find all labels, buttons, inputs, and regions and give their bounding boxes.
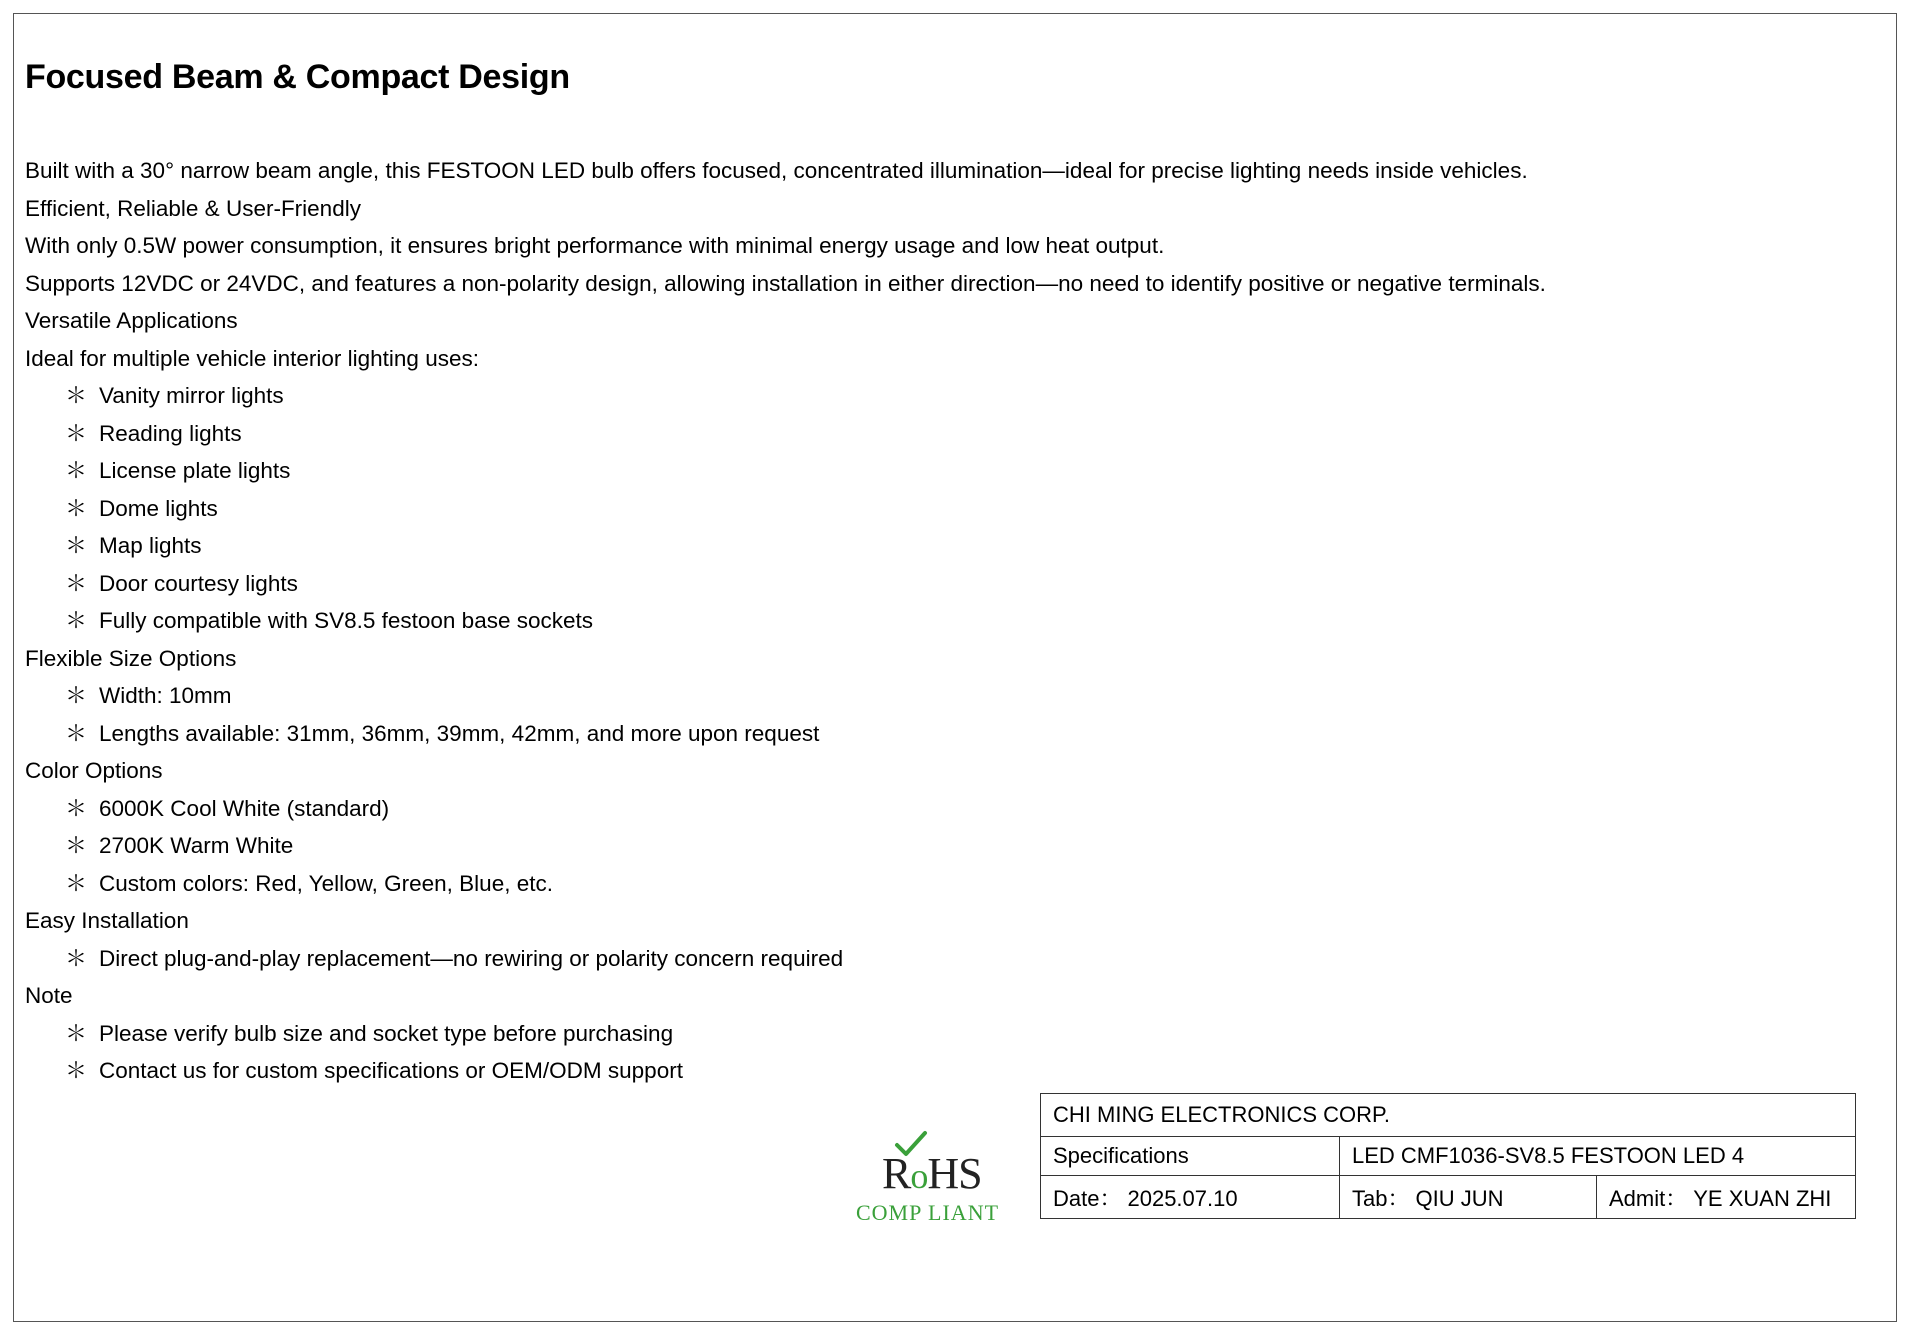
- date-value: 2025.07.10: [1127, 1185, 1238, 1211]
- list-item-text: Width: 10mm: [99, 683, 232, 708]
- section-heading-sizes: Flexible Size Options: [25, 645, 237, 671]
- list-item-text: Direct plug-and-play replacement—no rewiring or polarity concern required: [99, 945, 844, 971]
- date-cell: [1041, 1176, 1340, 1219]
- list-item-text: License plate lights: [99, 458, 291, 483]
- rohs-mark: RoHS: [882, 1149, 982, 1198]
- company-name: CHI MING ELECTRONICS CORP.: [1041, 1094, 1856, 1137]
- list-item-text: 6000K Cool White (standard): [99, 795, 390, 821]
- list-item: [25, 865, 1805, 903]
- rohs-compliant-text: COMP LIANT: [856, 1200, 1000, 1225]
- list-item: [25, 790, 1805, 828]
- list-item: [25, 715, 1805, 753]
- section-heading-versatile: Versatile Applications: [25, 308, 238, 333]
- list-item-text: Please verify bulb size and socket type before purchasing: [99, 1020, 674, 1046]
- tab-cell: [1340, 1176, 1597, 1219]
- versatile-intro: Ideal for multiple vehicle interior lighting uses:: [25, 345, 479, 371]
- list-item: [25, 827, 1805, 865]
- list-item: [25, 415, 1805, 453]
- section-heading-efficient: Efficient, Reliable & User-Friendly: [25, 195, 361, 221]
- bullet-star-icon: ＊: [65, 795, 88, 821]
- bullet-star-icon: ＊: [65, 495, 88, 521]
- bullet-star-icon: ＊: [65, 833, 88, 858]
- list-item-text: 2700K Warm White: [99, 833, 294, 858]
- bullet-star-icon: ＊: [65, 570, 88, 596]
- document-body: [25, 152, 1805, 1090]
- list-item: [25, 1052, 1805, 1090]
- list-item: [25, 452, 1805, 490]
- spec-title-block: [1040, 1093, 1856, 1219]
- spec-value: LED CMF1036-SV8.5 FESTOON LED 4: [1340, 1137, 1856, 1176]
- list-item-text: Dome lights: [99, 495, 218, 521]
- bullet-star-icon: ＊: [65, 945, 88, 971]
- bullet-star-icon: ＊: [65, 458, 88, 483]
- admit-label: Admit：: [1609, 1185, 1688, 1211]
- list-item: [25, 1015, 1805, 1053]
- list-item: [25, 602, 1805, 640]
- rohs-compliant-logo: [850, 1130, 1000, 1230]
- section-heading-colors: Color Options: [25, 758, 163, 783]
- bullet-star-icon: ＊: [65, 383, 88, 408]
- list-item: [25, 565, 1805, 603]
- list-item-text: Door courtesy lights: [99, 570, 298, 596]
- list-item: [25, 527, 1805, 565]
- list-item: [25, 940, 1805, 978]
- list-item-text: Fully compatible with SV8.5 festoon base sockets: [99, 608, 594, 633]
- date-label: Date：: [1053, 1185, 1122, 1211]
- bullet-star-icon: ＊: [65, 608, 88, 633]
- admit-cell: [1597, 1176, 1856, 1219]
- bullet-star-icon: ＊: [65, 533, 88, 558]
- bullet-star-icon: ＊: [65, 683, 88, 708]
- list-item: [25, 490, 1805, 528]
- bullet-star-icon: ＊: [65, 1020, 88, 1046]
- bullet-star-icon: ＊: [65, 420, 88, 446]
- list-item: [25, 377, 1805, 415]
- list-item-text: Custom colors: Red, Yellow, Green, Blue, etc.: [99, 870, 553, 896]
- list-item-text: Vanity mirror lights: [99, 383, 284, 408]
- efficient-line-1: With only 0.5W power consumption, it ensures bright performance with minimal energy usage and low heat output.: [25, 233, 1165, 258]
- bullet-star-icon: ＊: [65, 1058, 88, 1083]
- tab-label: Tab：: [1352, 1185, 1410, 1211]
- efficient-line-2: Supports 12VDC or 24VDC, and features a non-polarity design, allowing installation in either direction—no need to identify positive or negative terminals.: [25, 270, 1546, 296]
- spec-label: Specifications: [1041, 1137, 1340, 1176]
- section-heading-note: Note: [25, 983, 73, 1008]
- list-item-text: Map lights: [99, 533, 202, 558]
- bullet-star-icon: ＊: [65, 720, 88, 746]
- list-item-text: Contact us for custom specifications or OEM/ODM support: [99, 1058, 683, 1083]
- bullet-star-icon: ＊: [65, 870, 88, 896]
- page-title: Focused Beam & Compact Design: [25, 58, 570, 96]
- admit-value: YE XUAN ZHI: [1693, 1185, 1832, 1211]
- intro-paragraph: Built with a 30° narrow beam angle, this FESTOON LED bulb offers focused, concentrated illumination—ideal for precise lighting needs inside vehicles.: [25, 158, 1528, 183]
- list-item-text: Reading lights: [99, 420, 242, 446]
- section-heading-install: Easy Installation: [25, 908, 189, 933]
- list-item-text: Lengths available: 31mm, 36mm, 39mm, 42mm, and more upon request: [99, 720, 820, 746]
- list-item: [25, 677, 1805, 715]
- tab-value: QIU JUN: [1415, 1185, 1504, 1211]
